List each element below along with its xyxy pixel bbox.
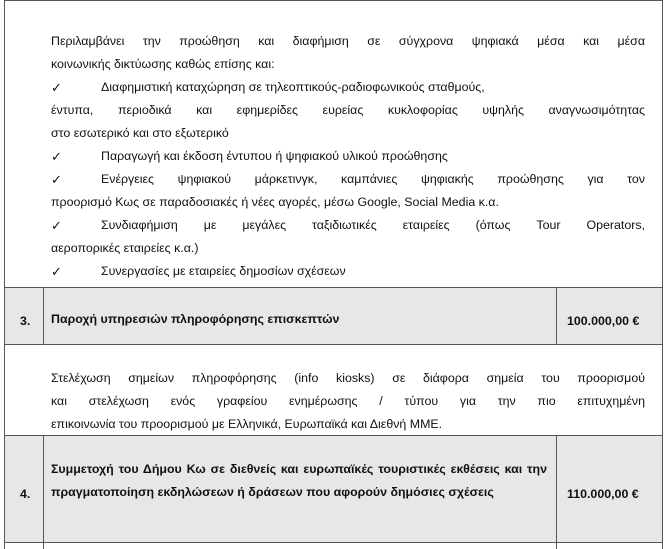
- bullet-line: Παραγωγή και έκδοση έντυπου ή ψηφιακού υλικού προώθησης: [101, 149, 448, 163]
- bullet-line: Συνεργασίες με εταιρείες δημοσίων σχέσεων: [101, 264, 346, 278]
- table-border-left: [4, 0, 5, 549]
- row-amount: 110.000,00 €: [567, 487, 639, 501]
- intro-line: κοινωνικής δικτύωσης καθώς επίσης και:: [51, 57, 275, 71]
- checkmark-icon: ✓: [51, 264, 62, 279]
- table-rule: [4, 344, 663, 345]
- table-border-right: [662, 0, 663, 549]
- bullet-line: στο εσωτερικό και στο εξωτερικό: [51, 126, 229, 140]
- checkmark-icon: ✓: [51, 80, 62, 95]
- row-number: 4.: [20, 487, 31, 501]
- intro-line: Περιλαμβάνει την προώθηση και διαφήμιση σε σύγχρονα ψηφιακά μέσα και μέσα: [51, 34, 645, 48]
- table-column-divider: [43, 436, 44, 549]
- row-title: πραγματοποίηση εκδηλώσεων ή δράσεων που αφορούν δημόσιες σχέσεις: [51, 485, 494, 499]
- table-column-divider: [43, 288, 44, 344]
- bullet-line: αεροπορικές εταιρείες κ.α.): [51, 241, 199, 255]
- table-rule: [4, 542, 663, 543]
- table-rule: [4, 0, 663, 1]
- bullet-line: έντυπα, περιοδικά και εφημερίδες ευρείας κυκλοφορίας υψηλής αναγνωσιμότητας: [51, 103, 645, 117]
- bullet-line: Συνδιαφήμιση με μεγάλες ταξιδιωτικές εταιρείες (όπως Tour Operators,: [101, 218, 645, 232]
- table-column-divider: [556, 436, 557, 549]
- row-amount: 100.000,00 €: [567, 314, 640, 328]
- row-number: 3.: [20, 314, 31, 328]
- row-description-line: Στελέχωση σημείων πληροφόρησης (info kiosks) σε διάφορα σημεία του προορισμού: [51, 371, 645, 385]
- bullet-line: προορισμό Κως σε παραδοσιακές ή νέες αγορές, μέσω Google, Social Media κ.α.: [51, 195, 499, 209]
- checkmark-icon: ✓: [51, 218, 62, 233]
- row-title: Συμμετοχή του Δήμου Κω σε διεθνείς και ευρωπαϊκές τουριστικές εκθέσεις και την: [51, 462, 547, 476]
- bullet-line: Ενέργειες ψηφιακού μάρκετινγκ, καμπάνιες ψηφιακής προώθησης για τον: [101, 172, 645, 186]
- bullet-line: Διαφημιστική καταχώρηση σε τηλεοπτικούς-ραδιοφωνικούς σταθμούς,: [101, 80, 485, 94]
- checkmark-icon: ✓: [51, 172, 62, 187]
- row-description-line: και στελέχωση ενός γραφείου ενημέρωσης / τύπου για την πιο επιτυχημένη: [51, 394, 645, 408]
- checkmark-icon: ✓: [51, 149, 62, 164]
- table-rule: [4, 287, 663, 288]
- row-description-line: επικοινωνία του προορισμού με Ελληνικά, Ευρωπαϊκά και Διεθνή ΜΜΕ.: [51, 417, 443, 431]
- table-column-divider: [556, 288, 557, 344]
- row-title: Παροχή υπηρεσιών πληροφόρησης επισκεπτών: [51, 312, 340, 326]
